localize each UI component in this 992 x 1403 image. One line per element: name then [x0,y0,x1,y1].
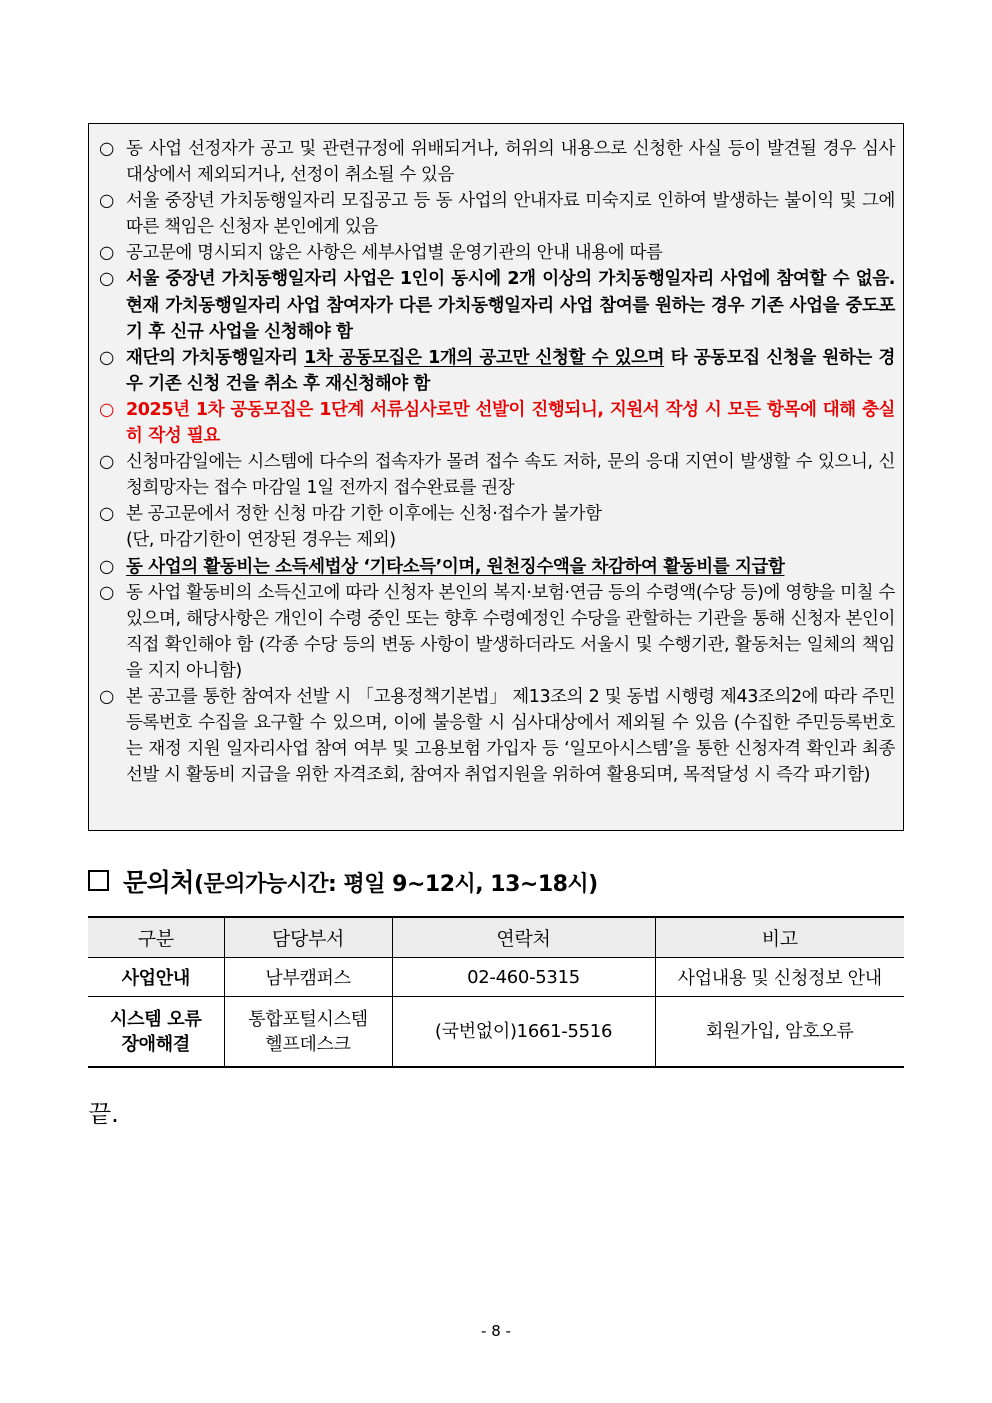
department-line: 헬프데스크 [265,1033,351,1055]
category-cell [88,997,224,1068]
inquiry-table [88,916,904,1068]
page-number: - 8 - [481,1322,511,1340]
notice-item [99,580,895,684]
category-cell: 사업안내 [88,958,224,997]
notice-text: 본 공고를 통한 참여자 선발 시 「고용정책기본법」 제13조의 2 및 동법 시행령 제43조의2에 따라 주민등록번호 수집을 요구할 수 있으며, 이에 불응할 시 심사대상에서 제외될 수 있음 (수집한 주민등록번호는 재정 지원 일자리사업 참여 여부 및 고용보험 가입자 등 ‘일모아시스템’을 통한 신청자격 확인과 최종선발 시 활동비 지급을 위한 자격조회, 참여자 취업지원을 위하여 활용되며, 목적달성 시 즉각 파기함) [126,686,895,786]
notice-text: 신청마감일에는 시스템에 다수의 접속자가 몰려 접수 속도 저하, 문의 응대 지연이 발생할 수 있으니, 신청희망자는 접수 마감일 1일 전까지 접수완료를 권장 [126,452,895,499]
circle-bullet-icon: ○ [99,504,114,525]
contact-cell: (국번없이)1661-5516 [392,997,655,1068]
circle-bullet-icon: ○ [99,399,114,420]
note-cell: 사업내용 및 신청정보 안내 [655,958,904,997]
inquiry-title: 문의처 [123,868,194,897]
notice-item [99,501,895,553]
column-header: 연락처 [392,917,655,958]
circle-bullet-icon: ○ [99,686,114,707]
circle-bullet-icon: ○ [99,191,114,212]
circle-bullet-icon: ○ [99,556,114,577]
department-cell [224,997,392,1068]
notice-item-emphasis [99,266,895,344]
notice-item [99,240,895,266]
column-header: 구분 [88,917,224,958]
column-header: 비고 [655,917,904,958]
notice-text: 2025년 1차 공동모집은 1단계 서류심사로만 선발이 진행되니, 지원서 작성 시 모든 항목에 대해 충실히 작성 필요 [126,399,895,447]
notice-item [99,136,895,188]
notice-text-prefix: 재단의 가치동행일자리 [126,347,305,368]
table-row [88,997,904,1068]
circle-bullet-icon: ○ [99,582,114,603]
notice-item [99,188,895,240]
category-line: 시스템 오류 [110,1008,202,1030]
table-row [88,958,904,997]
notice-text: 서울 중장년 가치동행일자리 모집공고 등 동 사업의 안내자료 미숙지로 인하여 발생하는 불이익 및 그에 따른 책임은 신청자 본인에게 있음 [126,191,895,238]
notice-item [99,684,895,788]
notice-text-suffix: 타 공동모집 신청을 원하는 경우 기존 신청 건을 취소 후 재신청해야 함 [126,347,895,394]
note-cell: 회원가입, 암호오류 [655,997,904,1068]
notice-text-underlined: 1차 공동모집은 1개의 공고만 신청할 수 있으며 [304,347,665,368]
column-header: 담당부서 [224,917,392,958]
department-line: 통합포털시스템 [248,1008,368,1030]
category-line: 장애해결 [121,1033,190,1055]
notice-text: 동 사업 선정자가 공고 및 관련규정에 위배되거나, 허위의 내용으로 신청한 사실 등이 발견될 경우 심사대상에서 제외되거나, 선정이 취소될 수 있음 [126,139,895,186]
notice-text: 동 사업 활동비의 소득신고에 따라 신청자 본인의 복지·보험·연금 등의 수령액(수당 등)에 영향을 미칠 수 있으며, 해당사항은 개인이 수령 중인 또는 향후 수령예정인 수당을 관할하는 기관을 통해 신청자 본인이 직접 확인해야 함 (각종 수당 등의 변동 사항이 발생하더라도 서울시 및 수행기관, 활동처는 일체의 책임을 지지 아니함) [126,582,895,681]
notice-item [99,449,895,501]
inquiry-heading [88,863,598,899]
notice-text: 공고문에 명시되지 않은 사항은 세부사업별 운영기관의 안내 내용에 따름 [126,243,663,264]
table-header-row [88,917,904,958]
notice-item-red [99,397,895,449]
notice-box [88,123,904,831]
department-cell: 남부캠퍼스 [224,958,392,997]
notice-item-emphasis [99,554,895,580]
circle-bullet-icon: ○ [99,452,114,473]
circle-bullet-icon: ○ [99,347,114,368]
circle-bullet-icon: ○ [99,269,114,290]
circle-bullet-icon: ○ [99,139,114,159]
notice-text: 서울 중장년 가치동행일자리 사업은 1인이 동시에 2개 이상의 가치동행일자리 사업에 참여할 수 없음. 현재 가치동행일자리 사업 참여자가 다른 가치동행일자리 사업 참여를 원하는 경우 기존 사업을 중도포기 후 신규 사업을 신청해야 함 [126,269,895,342]
inquiry-hours: (문의가능시간: 평일 9~12시, 13~18시) [193,872,598,897]
notice-text: 동 사업의 활동비는 소득세법상 ‘기타소득’이며, 원천징수액을 차감하여 활동비를 지급함 [126,556,785,577]
circle-bullet-icon: ○ [99,243,114,264]
notice-text: 본 공고문에서 정한 신청 마감 기한 이후에는 신청·접수가 불가함 [126,504,602,525]
notice-text-note: (단, 마감기한이 연장된 경우는 제외) [126,530,396,551]
end-mark: 끝. [88,1100,119,1128]
empty-square-icon [88,870,109,891]
contact-cell: 02-460-5315 [392,958,655,997]
notice-item-emphasis [99,345,895,397]
